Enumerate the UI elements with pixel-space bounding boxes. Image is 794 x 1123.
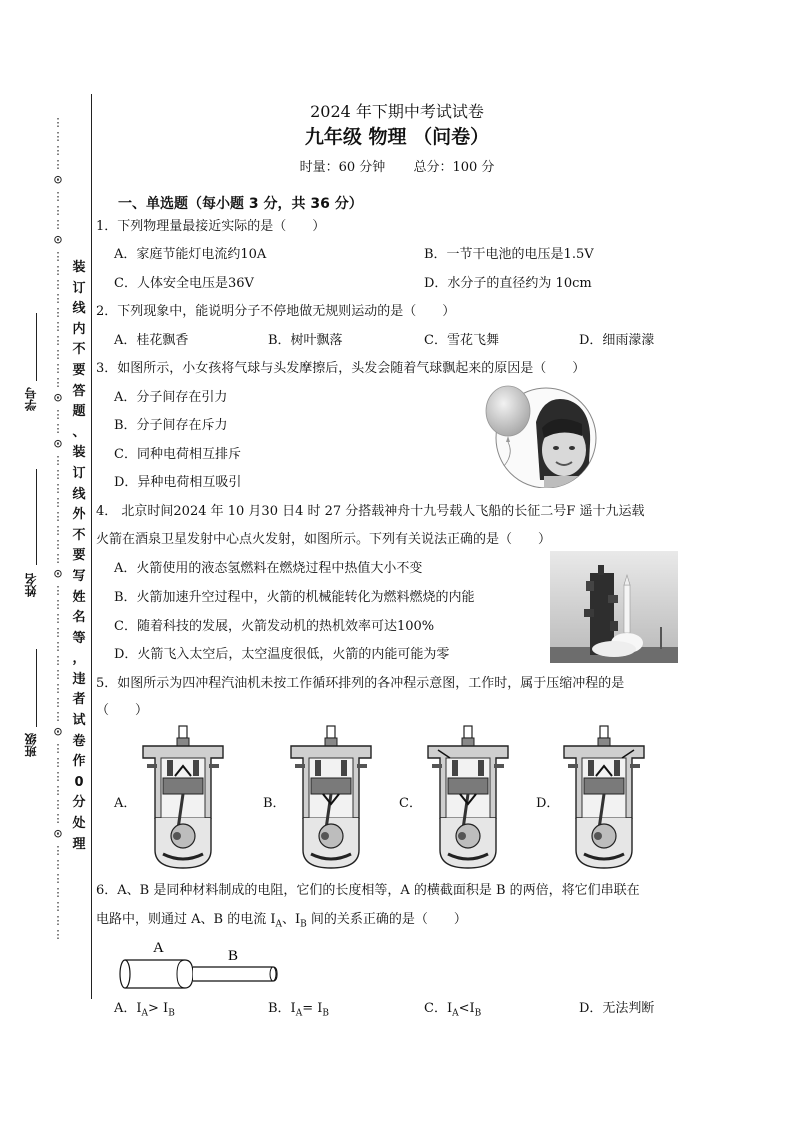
binding-dot-icon: ⋮ bbox=[52, 598, 64, 611]
binding-circle-icon: ⊙ bbox=[53, 232, 63, 248]
binding-dot-icon: ⋮ bbox=[52, 742, 64, 755]
binding-dot-icon: ⋮ bbox=[52, 538, 64, 551]
binding-note-char: 答 bbox=[72, 383, 86, 399]
binding-dot-icon: ⋮ bbox=[52, 264, 64, 277]
q2-option-c[interactable]: C．雪花飞舞 bbox=[424, 333, 499, 348]
binding-note-char: 分 bbox=[72, 795, 86, 811]
binding-note-char: 姓 bbox=[72, 589, 86, 605]
engine-diagram-c bbox=[418, 724, 518, 874]
binding-dot-icon: ⋮ bbox=[52, 278, 64, 291]
binding-line bbox=[91, 94, 92, 999]
binding-dot-icon: ⋮ bbox=[52, 872, 64, 885]
binding-dot-icon: ⋮ bbox=[52, 320, 64, 333]
q6-option-a[interactable]: A．$I_A> I_B$ bbox=[114, 1001, 175, 1019]
binding-dot-icon: ⋮ bbox=[52, 858, 64, 871]
binding-note-char: 订 bbox=[72, 280, 86, 296]
q2-option-b[interactable]: B．树叶飘落 bbox=[268, 333, 343, 348]
binding-note bbox=[70, 258, 88, 855]
engine-diagram-d bbox=[554, 724, 654, 874]
binding-dot-icon: ⋮ bbox=[52, 362, 64, 375]
resistor-figure bbox=[113, 938, 283, 992]
binding-dot-icon: ⋮ bbox=[52, 886, 64, 899]
binding-dot-icon: ⋮ bbox=[52, 468, 64, 481]
binding-circle-icon: ⊙ bbox=[53, 172, 63, 188]
binding-note-char: 作 bbox=[72, 754, 86, 770]
class-field[interactable] bbox=[14, 645, 46, 769]
binding-note-char: 处 bbox=[72, 816, 86, 832]
binding-dot-icon: ⋮ bbox=[52, 584, 64, 597]
q2-stem: 2．下列现象中，能说明分子不停地做无规则运动的是（ ） bbox=[96, 304, 456, 319]
binding-dot-icon: ⋮ bbox=[52, 696, 64, 709]
student-id-field[interactable] bbox=[14, 305, 46, 415]
binding-note-char: 写 bbox=[72, 568, 86, 584]
name-label: 姓名 bbox=[24, 573, 38, 597]
exam-score: 总分：100 分 bbox=[413, 160, 495, 175]
binding-note-char: 试 bbox=[72, 713, 86, 729]
binding-note-char: 卷 bbox=[72, 733, 86, 749]
binding-dot-icon: ⋮ bbox=[52, 844, 64, 857]
binding-dot-icon: ⋮ bbox=[52, 510, 64, 523]
binding-note-char: 装 bbox=[72, 260, 86, 275]
q5-stem-line2: （ ） bbox=[96, 703, 149, 718]
q5-option-d[interactable]: D． bbox=[536, 796, 560, 811]
girl-balloon-image bbox=[484, 384, 598, 488]
binding-dot-icon: ⋮ bbox=[52, 408, 64, 421]
binding-dot-icon: ⋮ bbox=[52, 626, 64, 639]
binding-dot-icon: ⋮ bbox=[52, 292, 64, 305]
binding-dot-icon: ⋮ bbox=[52, 654, 64, 667]
q5-option-c[interactable]: C． bbox=[399, 796, 422, 811]
binding-dot-icon: ⋮ bbox=[52, 900, 64, 913]
binding-dot-icon: ⋮ bbox=[52, 784, 64, 797]
exam-time: 时量：60 分钟 bbox=[299, 160, 386, 175]
binding-dot-icon: ⋮ bbox=[52, 914, 64, 927]
binding-dot-icon: ⋮ bbox=[52, 334, 64, 347]
binding-dots bbox=[50, 116, 66, 946]
binding-dot-icon: ⋮ bbox=[52, 812, 64, 825]
binding-dot-icon: ⋮ bbox=[52, 710, 64, 723]
binding-note-char: 名 bbox=[72, 610, 86, 626]
binding-note-char: 者 bbox=[72, 692, 86, 708]
binding-dot-icon: ⋮ bbox=[52, 552, 64, 565]
q5-option-b[interactable]: B． bbox=[263, 796, 286, 811]
q3-option-a[interactable]: A．分子间存在引力 bbox=[114, 390, 228, 405]
binding-circle-icon: ⊙ bbox=[53, 566, 63, 582]
q3-option-b[interactable]: B．分子间存在斥力 bbox=[114, 418, 228, 433]
binding-note-char: 要 bbox=[72, 362, 86, 378]
engine-diagram-a bbox=[133, 724, 233, 874]
binding-note-char: 外 bbox=[72, 507, 86, 523]
resistor-label-b: B bbox=[228, 948, 239, 964]
q6-option-d[interactable]: D．无法判断 bbox=[579, 1001, 655, 1016]
q4-option-b[interactable]: B．火箭加速升空过程中，火箭的机械能转化为燃料燃烧的内能 bbox=[114, 590, 475, 605]
exam-meta bbox=[0, 156, 794, 175]
q1-stem: 1．下列物理量最接近实际的是（ ） bbox=[96, 219, 326, 234]
q6-stem-line2: 电路中，则通过 A、B 的电流 $I_A$、$I_B$ 间的关系正确的是（ ） bbox=[96, 912, 467, 930]
binding-note-char: 题 bbox=[72, 404, 86, 420]
binding-note-char: 不 bbox=[72, 527, 86, 543]
binding-note-char: 、 bbox=[72, 424, 86, 440]
binding-dot-icon: ⋮ bbox=[52, 524, 64, 537]
binding-dot-icon: ⋮ bbox=[52, 306, 64, 319]
q3-option-d[interactable]: D．异种电荷相互吸引 bbox=[114, 475, 242, 490]
q1-option-c[interactable]: C．人体安全电压是36V bbox=[114, 276, 254, 291]
q4-stem-line2: 火箭在酒泉卫星发射中心点火发射，如图所示。下列有关说法正确的是（ ） bbox=[96, 532, 552, 547]
binding-note-char: ， bbox=[72, 651, 86, 667]
q5-stem-line1: 5．如图所示为四冲程汽油机未按工作循环排列的各冲程示意图，工作时，属于压缩冲程的是 bbox=[96, 676, 625, 691]
binding-dot-icon: ⋮ bbox=[52, 454, 64, 467]
q1-option-a[interactable]: A．家庭节能灯电流约10A bbox=[114, 247, 267, 262]
binding-dot-icon: ⋮ bbox=[52, 158, 64, 171]
binding-circle-icon: ⊙ bbox=[53, 390, 63, 406]
exam-subtitle: 九年级 物理 （问卷） bbox=[304, 126, 490, 148]
q4-option-c[interactable]: C．随着科技的发展，火箭发动机的热机效率可达100% bbox=[114, 619, 435, 634]
binding-note-char: 要 bbox=[72, 548, 86, 564]
section-title: 一、单选题（每小题 3 分，共 36 分） bbox=[118, 196, 363, 212]
binding-dot-icon: ⋮ bbox=[52, 204, 64, 217]
q3-option-c[interactable]: C．同种电荷相互排斥 bbox=[114, 447, 241, 462]
binding-circle-icon: ⊙ bbox=[53, 826, 63, 842]
q4-option-a[interactable]: A．火箭使用的液态氢燃料在燃烧过程中热值大小不变 bbox=[114, 561, 423, 576]
q6-option-c[interactable]: C．$I_A<I_B$ bbox=[424, 1001, 482, 1019]
binding-note-char: 等 bbox=[72, 630, 86, 646]
binding-note-char: 线 bbox=[72, 301, 86, 317]
binding-dot-icon: ⋮ bbox=[52, 130, 64, 143]
binding-note-char: 不 bbox=[72, 342, 86, 358]
binding-dot-icon: ⋮ bbox=[52, 682, 64, 695]
binding-circle-icon: ⊙ bbox=[53, 724, 63, 740]
class-label: 班级 bbox=[24, 733, 38, 757]
resistor-label-a: A bbox=[153, 940, 164, 956]
q2-option-a[interactable]: A．桂花飘香 bbox=[114, 333, 189, 348]
rocket-launch-image bbox=[550, 551, 678, 663]
binding-note-char: 订 bbox=[72, 465, 86, 481]
q4-stem-line1: 4． 北京时间2024 年 10 月30 日4 时 27 分搭载神舟十九号载人飞船的长征二号F 遥十九运载 bbox=[96, 504, 645, 519]
binding-note-char: 理 bbox=[72, 836, 86, 852]
binding-dot-icon: ⋮ bbox=[52, 348, 64, 361]
q4-option-d[interactable]: D．火箭飞入太空后，太空温度很低，火箭的内能可能为零 bbox=[114, 647, 450, 662]
student-id-label: 学号 bbox=[24, 387, 38, 411]
binding-dot-icon: ⋮ bbox=[52, 250, 64, 263]
binding-dot-icon: ⋮ bbox=[52, 144, 64, 157]
binding-dot-icon: ⋮ bbox=[52, 496, 64, 509]
binding-dot-icon: ⋮ bbox=[52, 612, 64, 625]
binding-dot-icon: ⋮ bbox=[52, 422, 64, 435]
binding-circle-icon: ⊙ bbox=[53, 436, 63, 452]
q1-option-d[interactable]: D．水分子的直径约为 10cm bbox=[424, 276, 592, 291]
binding-dot-icon: ⋮ bbox=[52, 190, 64, 203]
binding-dot-icon: ⋮ bbox=[52, 218, 64, 231]
binding-dot-icon: ⋮ bbox=[52, 668, 64, 681]
q1-option-b[interactable]: B．一节干电池的电压是1.5V bbox=[424, 247, 594, 262]
binding-note-char: 违 bbox=[72, 671, 86, 687]
binding-dot-icon: ⋮ bbox=[52, 640, 64, 653]
binding-note-char: 内 bbox=[72, 321, 86, 337]
binding-note-char: 装 bbox=[72, 445, 86, 461]
binding-dot-icon: ⋮ bbox=[52, 798, 64, 811]
binding-dot-icon: ⋮ bbox=[52, 770, 64, 783]
binding-dot-icon: ⋮ bbox=[52, 116, 64, 129]
q6-option-b[interactable]: B．$I_A= I_B$ bbox=[268, 1001, 329, 1019]
engine-diagram-b bbox=[281, 724, 381, 874]
q6-stem-line1: 6．A、B 是同种材料制成的电阻，它们的长度相等，A 的横截面积是 B 的两倍，将它们串联在 bbox=[96, 883, 640, 898]
binding-note-char: 线 bbox=[72, 486, 86, 502]
binding-dot-icon: ⋮ bbox=[52, 376, 64, 389]
exam-title: 2024 年下期中考试试卷 bbox=[310, 102, 484, 121]
binding-note-char: 0 bbox=[74, 774, 84, 790]
binding-dot-icon: ⋮ bbox=[52, 482, 64, 495]
q3-stem: 3．如图所示，小女孩将气球与头发摩擦后，头发会随着气球飘起来的原因是（ ） bbox=[96, 361, 586, 376]
name-field[interactable] bbox=[14, 465, 46, 597]
q5-option-a[interactable]: A． bbox=[114, 796, 137, 811]
q2-option-d[interactable]: D．细雨濛濛 bbox=[579, 333, 655, 348]
binding-dot-icon: ⋮ bbox=[52, 756, 64, 769]
binding-dot-icon: ⋮ bbox=[52, 928, 64, 941]
